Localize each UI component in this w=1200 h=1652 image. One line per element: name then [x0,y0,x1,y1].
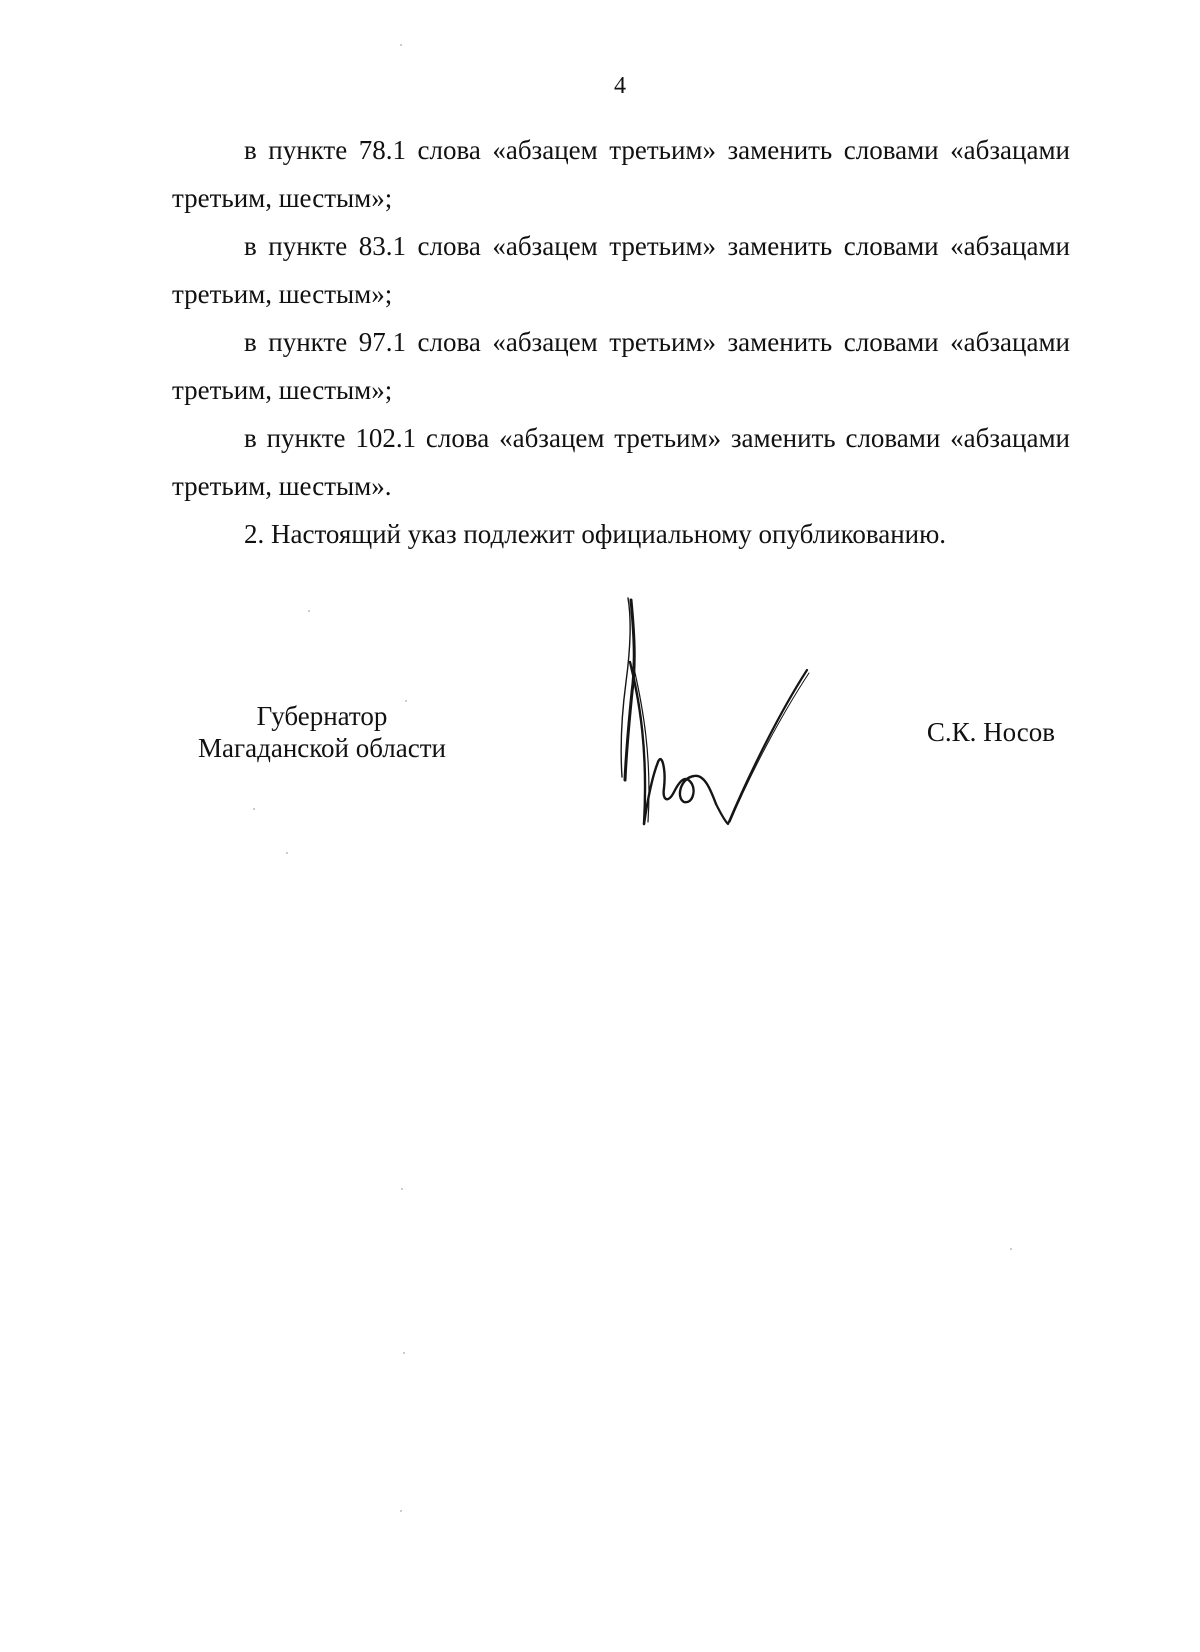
scan-speck [401,1188,403,1190]
page-number: 4 [614,73,626,99]
paragraph-publication-clause: 2. Настоящий указ подлежит официальному опубликованию. [244,519,947,549]
scan-speck [1010,1248,1012,1250]
paragraph-item-83-1: в пункте 83.1 слова «абзацем третьим» заменить словами «абзацами третьим, шестым»; [172,231,1070,309]
signer-position-line-1: Губернатор [256,701,388,731]
paragraph-item-97-1: в пункте 97.1 слова «абзацем третьим» заменить словами «абзацами третьим, шестым»; [172,327,1070,405]
scan-speck [405,700,407,702]
signer-position [172,700,472,764]
scan-speck [403,1352,405,1354]
document-body [172,126,1070,558]
scan-speck [400,44,402,46]
scan-speck [286,852,288,854]
scan-speck [400,1510,402,1512]
signer-position-line-2: Магаданской области [198,733,446,763]
paragraph-item-102-1: в пункте 102.1 слова «абзацем третьим» заменить словами «абзацами третьим, шестым». [172,423,1070,501]
scan-speck [308,610,310,612]
paragraph-item-78-1: в пункте 78.1 слова «абзацем третьим» заменить словами «абзацами третьим, шестым»; [172,135,1070,213]
scan-speck [253,808,255,810]
signer-name: С.К. Носов [926,717,1055,747]
signature-block [0,700,1200,860]
handwritten-signature-icon [610,592,840,842]
